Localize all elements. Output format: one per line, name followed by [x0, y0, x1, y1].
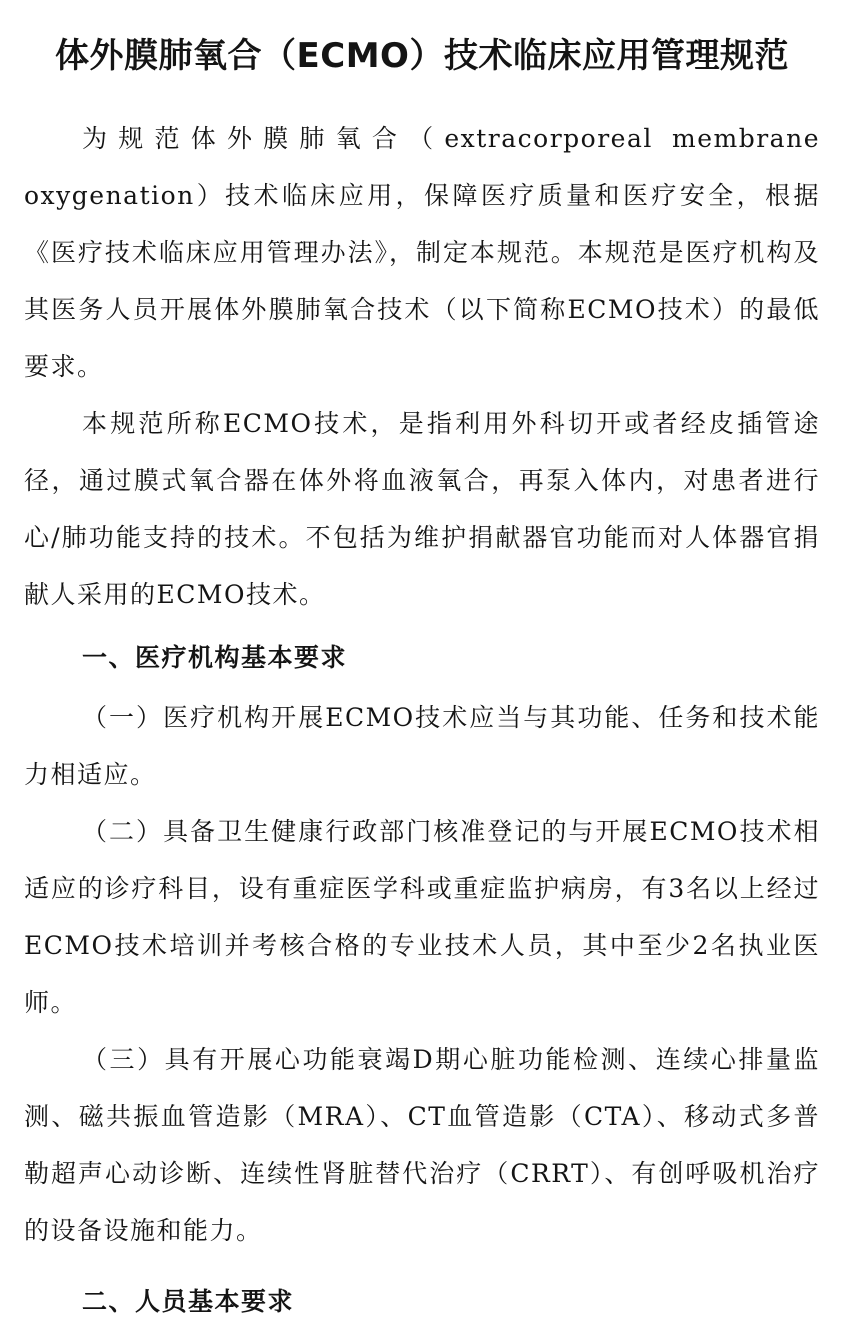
intro-paragraph: 为规范体外膜肺氧合（extracorporeal membrane oxygenation）技术临床应用，保障医疗质量和医疗安全，根据《医疗技术临床应用管理办法》，制定本规范。本规范是医疗机构及其医务人员开展体外膜肺氧合技术（以下简称ECMO技术）的最低要求。: [24, 124, 820, 381]
requirement-item-1: （一）医疗机构开展ECMO技术应当与其功能、任务和技术能力相适应。: [24, 703, 820, 789]
requirement-item-3: （三）具有开展心功能衰竭D期心脏功能检测、连续心排量监测、磁共振血管造影（MRA）、CT血管造影（CTA）、移动式多普勒超声心动诊断、连续性肾脏替代治疗（CRRT）、有创呼吸机治疗的设备设施和能力。: [24, 1045, 820, 1245]
section-heading-personnel: 二、人员基本要求: [82, 1287, 295, 1316]
document-body: [24, 110, 820, 1333]
requirement-item-2: （二）具备卫生健康行政部门核准登记的与开展ECMO技术相适应的诊疗科目，设有重症医学科或重症监护病房，有3名以上经过ECMO技术培训并考核合格的专业技术人员，其中至少2名执业医师。: [24, 817, 820, 1017]
definition-paragraph: 本规范所称ECMO技术，是指利用外科切开或者经皮插管途径，通过膜式氧合器在体外将血液氧合，再泵入体内，对患者进行心/肺功能支持的技术。不包括为维护捐献器官功能而对人体器官捐献人采用的ECMO技术。: [24, 409, 820, 609]
section-heading-institution: 一、医疗机构基本要求: [82, 643, 348, 672]
document-title: 体外膜肺氧合（ECMO）技术临床应用管理规范: [55, 36, 789, 76]
